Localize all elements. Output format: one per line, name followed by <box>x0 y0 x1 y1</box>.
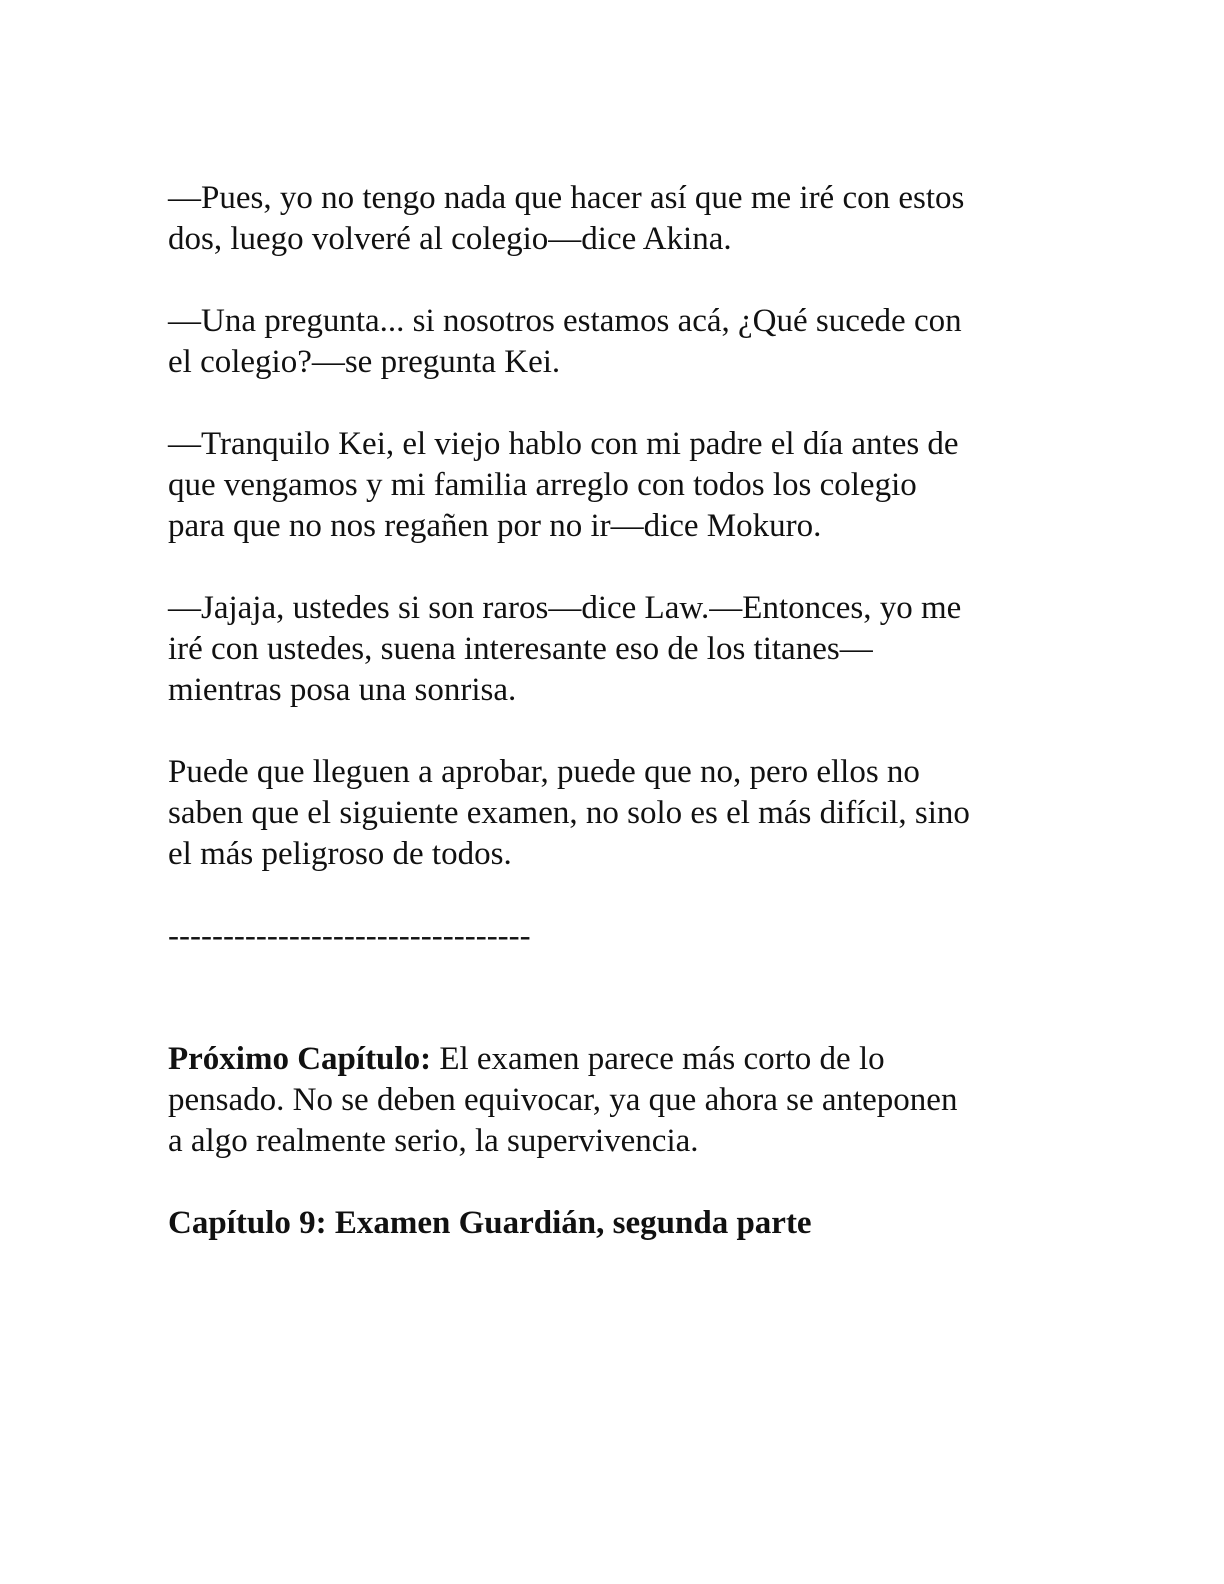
section-separator: --------------------------------- <box>168 918 531 954</box>
paragraph-law: —Jajaja, ustedes si son raros—dice Law.—Entonces, yo me iré con ustedes, suena interesante eso de los titanes— mientras posa una sonrisa. <box>168 590 962 708</box>
next-chapter-label: Próximo Capítulo: <box>168 1041 432 1077</box>
next-chapter-text: El examen parece más corto de lo pensado. No se deben equivocar, ya que ahora se anteponen a algo realmente serio, la supervivencia. <box>168 1041 958 1159</box>
document-page <box>168 178 1048 1244</box>
paragraph-akina: —Pues, yo no tengo nada que hacer así que me iré con estos dos, luego volveré al colegio—dice Akina. <box>168 180 965 257</box>
paragraph-mokuro: —Tranquilo Kei, el viejo hablo con mi padre el día antes de que vengamos y mi familia arreglo con todos los colegio para que no nos regañen por no ir—dice Mokuro. <box>168 426 959 544</box>
next-chapter-preview <box>168 1039 1048 1162</box>
paragraph-kei: —Una pregunta... si nosotros estamos acá, ¿Qué sucede con el colegio?—se pregunta Kei. <box>168 303 962 380</box>
chapter-title: Capítulo 9: Examen Guardián, segunda parte <box>168 1205 812 1241</box>
paragraph-narration: Puede que lleguen a aprobar, puede que no, pero ellos no saben que el siguiente examen, no solo es el más difícil, sino el más peligroso de todos. <box>168 754 970 872</box>
